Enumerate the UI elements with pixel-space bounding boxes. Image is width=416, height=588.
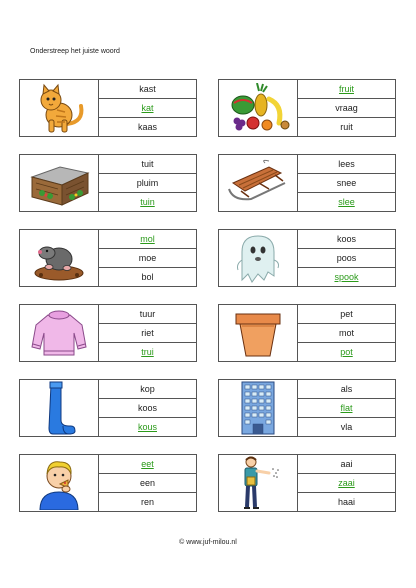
word-option-correct[interactable]: zaai — [298, 474, 395, 493]
word-options — [99, 380, 196, 436]
word-options — [298, 305, 395, 361]
word-option[interactable]: als — [298, 380, 395, 399]
picture-cell — [20, 380, 99, 436]
word-option-correct[interactable]: tuin — [140, 197, 155, 207]
word-options — [99, 80, 196, 136]
word-options — [298, 455, 395, 511]
word-options — [99, 455, 196, 511]
word-option-correct[interactable]: fruit — [298, 80, 395, 99]
fruit-icon — [225, 83, 291, 133]
word-option[interactable]: bol — [141, 272, 154, 282]
word-option-correct[interactable]: mol — [99, 230, 196, 249]
word-options — [99, 230, 196, 286]
word-option[interactable]: pet — [298, 305, 395, 324]
sock-icon — [39, 380, 79, 436]
word-card-1 — [19, 79, 197, 137]
word-option[interactable]: haai — [337, 497, 355, 507]
word-card-11 — [19, 454, 197, 512]
word-option[interactable]: lees — [298, 155, 395, 174]
word-option[interactable]: vraag — [298, 99, 395, 118]
instruction-text: Onderstreep het juiste woord — [30, 48, 120, 55]
picture-cell — [219, 230, 298, 286]
word-option[interactable]: tuur — [99, 305, 196, 324]
word-card-5 — [19, 229, 197, 287]
word-option[interactable]: ruit — [340, 122, 353, 132]
word-options — [298, 155, 395, 211]
word-option[interactable]: riet — [99, 324, 196, 343]
ghost-icon — [234, 232, 282, 284]
word-option[interactable]: kast — [99, 80, 196, 99]
word-option[interactable]: aai — [298, 455, 395, 474]
word-option[interactable]: mot — [298, 324, 395, 343]
word-option[interactable]: moe — [99, 249, 196, 268]
picture-cell — [219, 380, 298, 436]
word-option[interactable]: kaas — [137, 122, 157, 132]
word-option-correct[interactable]: eet — [99, 455, 196, 474]
word-option[interactable]: een — [99, 474, 196, 493]
word-option-correct[interactable]: trui — [141, 347, 154, 357]
word-card-4 — [218, 154, 396, 212]
word-options — [298, 380, 395, 436]
word-option[interactable]: pluim — [99, 174, 196, 193]
word-option-correct[interactable]: kous — [137, 422, 157, 432]
apartment-building-icon — [238, 380, 278, 436]
word-options — [99, 305, 196, 361]
picture-cell — [219, 155, 298, 211]
word-card-10 — [218, 379, 396, 437]
picture-cell — [20, 455, 99, 511]
word-options — [298, 230, 395, 286]
word-option[interactable]: koos — [298, 230, 395, 249]
cat-icon — [29, 82, 89, 134]
word-option[interactable]: koos — [99, 399, 196, 418]
word-option-correct[interactable]: spook — [334, 272, 359, 282]
word-card-12 — [218, 454, 396, 512]
word-card-3 — [19, 154, 197, 212]
word-option[interactable]: ren — [140, 497, 154, 507]
picture-cell — [219, 455, 298, 511]
word-card-7 — [19, 304, 197, 362]
word-option[interactable]: tuit — [99, 155, 196, 174]
sweater-icon — [28, 307, 90, 359]
mole-icon — [29, 235, 89, 281]
picture-cell — [20, 155, 99, 211]
sled-icon — [225, 159, 291, 207]
word-card-9 — [19, 379, 197, 437]
flowerpot-icon — [232, 308, 284, 358]
picture-cell — [20, 80, 99, 136]
word-card-2 — [218, 79, 396, 137]
boy-eating-icon — [34, 456, 84, 510]
word-option[interactable]: vla — [340, 422, 353, 432]
garden-icon — [26, 159, 92, 207]
word-option-correct[interactable]: kat — [99, 99, 196, 118]
picture-cell — [219, 80, 298, 136]
word-option[interactable]: kop — [99, 380, 196, 399]
word-option-correct[interactable]: slee — [338, 197, 355, 207]
word-option[interactable]: snee — [298, 174, 395, 193]
word-options — [99, 155, 196, 211]
picture-cell — [219, 305, 298, 361]
word-card-8 — [218, 304, 396, 362]
picture-cell — [20, 305, 99, 361]
picture-cell — [20, 230, 99, 286]
man-sowing-icon — [233, 455, 283, 511]
word-card-6 — [218, 229, 396, 287]
word-options — [298, 80, 395, 136]
word-option-correct[interactable]: flat — [298, 399, 395, 418]
word-option-correct[interactable]: pot — [340, 347, 353, 357]
footer-credit: © www.juf-milou.nl — [179, 539, 237, 546]
word-option[interactable]: poos — [298, 249, 395, 268]
